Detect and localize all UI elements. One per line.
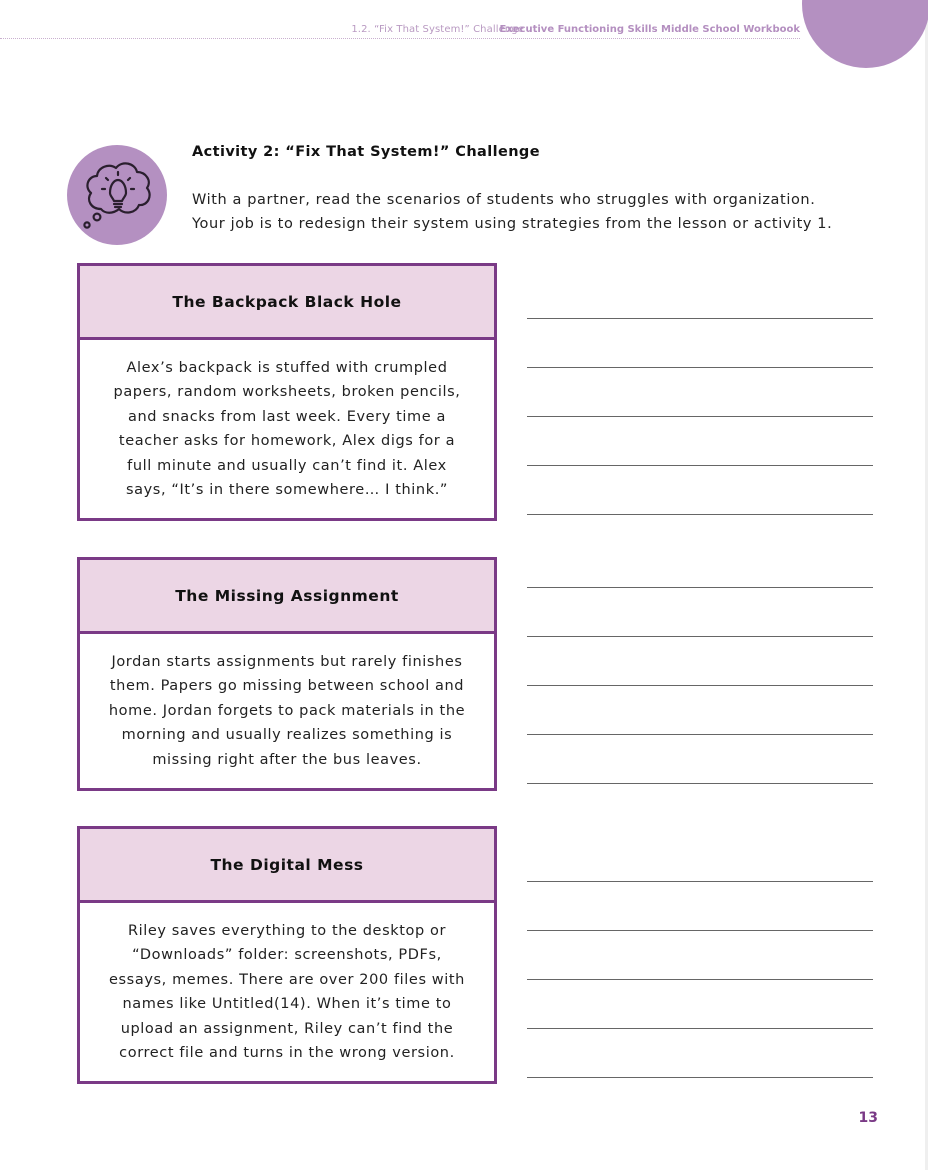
answer-line[interactable] xyxy=(527,318,873,319)
scenario-line: Jordan starts assignments but rarely finishes xyxy=(111,653,463,670)
answer-line[interactable] xyxy=(527,979,873,980)
answer-line[interactable] xyxy=(527,465,873,466)
scenario-line: teacher asks for homework, Alex digs for a xyxy=(118,433,456,449)
answer-line[interactable] xyxy=(527,1077,873,1078)
activity-instructions xyxy=(192,189,892,236)
instruction-line: With a partner, read the scenarios of students who struggles with organization. xyxy=(192,192,816,208)
scenario-card-header xyxy=(80,266,494,340)
scenario-line: papers, random worksheets, broken pencils, xyxy=(113,384,461,400)
answer-line[interactable] xyxy=(527,416,873,417)
answer-line[interactable] xyxy=(527,783,873,784)
answer-line[interactable] xyxy=(527,930,873,931)
scenario-card-header xyxy=(80,829,494,903)
scenario-line: morning and usually realizes something is xyxy=(121,727,453,744)
scenario-line: full minute and usually can’t find it. Alex xyxy=(127,457,447,474)
scenario-line: essays, memes. There are over 200 files with xyxy=(109,971,465,988)
answer-line[interactable] xyxy=(527,1028,873,1029)
scenario-line: home. Jordan forgets to pack materials in the xyxy=(108,702,466,719)
scenario-card-digital-mess xyxy=(77,826,497,1084)
answer-line[interactable] xyxy=(527,636,873,637)
answer-line[interactable] xyxy=(527,367,873,368)
scenario-line: correct file and turns in the wrong version. xyxy=(119,1045,455,1061)
scenario-title: The Digital Mess xyxy=(210,855,364,874)
scenario-card-body xyxy=(80,634,494,788)
header-section-title: 1.2. “Fix That System!” Challenge xyxy=(351,24,524,35)
scenario-line: missing right after the bus leaves. xyxy=(152,751,422,768)
scenario-title: The Backpack Black Hole xyxy=(172,292,402,311)
answer-line[interactable] xyxy=(527,685,873,686)
scenario-line: “Downloads” folder: screenshots, PDFs, xyxy=(132,947,442,963)
thought-bubble-lightbulb-icon xyxy=(67,145,167,245)
page-number: 13 xyxy=(858,1110,878,1126)
scenario-description xyxy=(114,356,461,503)
instruction-line: Your job is to redesign their system using strategies from the lesson or activity 1. xyxy=(192,215,833,232)
scenario-description xyxy=(109,919,465,1066)
corner-decoration xyxy=(802,0,928,68)
scenario-card-body xyxy=(80,340,494,518)
scenario-line: Riley saves everything to the desktop or xyxy=(127,922,447,939)
scenario-line: says, “It’s in there somewhere… I think.” xyxy=(125,482,449,498)
scenario-title: The Missing Assignment xyxy=(175,586,399,605)
scenario-line: and snacks from last week. Every time a xyxy=(128,408,446,425)
answer-line[interactable] xyxy=(527,514,873,515)
scenario-description xyxy=(109,650,465,773)
answer-line[interactable] xyxy=(527,734,873,735)
header-workbook-title: Executive Functioning Skills Middle School Workbook xyxy=(499,24,800,35)
scenario-line: upload an assignment, Riley can’t find the xyxy=(120,1020,454,1037)
scenario-line: them. Papers go missing between school and xyxy=(109,678,465,695)
scenario-card-header xyxy=(80,560,494,634)
activity-title: Activity 2: “Fix That System!” Challenge xyxy=(192,144,540,160)
scenario-card-backpack xyxy=(77,263,497,521)
scenario-card-body xyxy=(80,903,494,1081)
scenario-line: Alex’s backpack is stuffed with crumpled xyxy=(126,359,448,376)
answer-line[interactable] xyxy=(527,587,873,588)
answer-line[interactable] xyxy=(527,881,873,882)
scenario-line: names like Untitled(14). When it’s time to xyxy=(122,996,452,1012)
scenario-card-missing-assignment xyxy=(77,557,497,791)
running-header xyxy=(0,22,800,39)
